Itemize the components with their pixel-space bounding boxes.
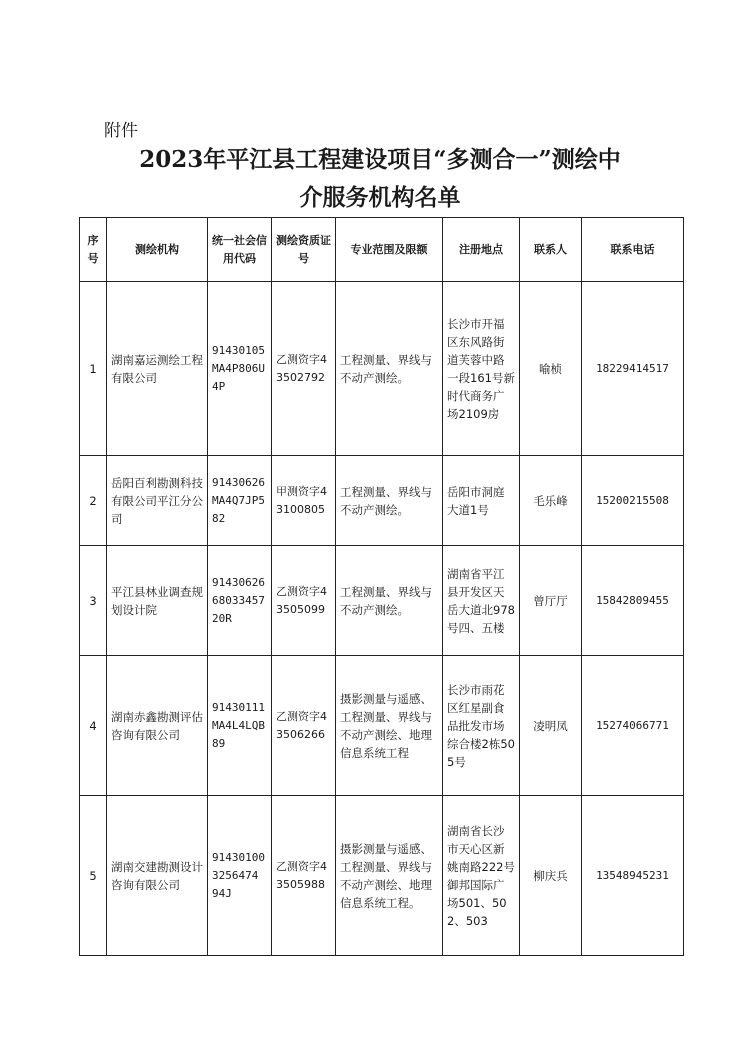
row-index: 3 <box>80 546 107 656</box>
row-index: 5 <box>80 796 107 956</box>
row-contact: 柳庆兵 <box>520 796 582 956</box>
page-title-line1: 2023年平江县工程建设项目“多测合一”测绘中 <box>139 146 621 173</box>
row-credit-code: 91430105MA4P806U4P <box>208 282 272 456</box>
row-agency: 湖南嘉运测绘工程有限公司 <box>107 282 208 456</box>
row-address: 长沙市开福区东风路街道芙蓉中路一段161号新时代商务广场2109房 <box>443 282 520 456</box>
row-contact: 曾厅厅 <box>520 546 582 656</box>
row-credit-code: 91430111MA4L4LQB89 <box>208 656 272 796</box>
row-phone: 15200215508 <box>582 456 684 546</box>
row-index: 1 <box>80 282 107 456</box>
table-row <box>80 546 684 656</box>
row-scope: 摄影测量与遥感、工程测量、界线与不动产测绘、地理信息系统工程。 <box>336 796 443 956</box>
header-index: 序号 <box>80 218 107 282</box>
row-contact: 凌明凤 <box>520 656 582 796</box>
row-contact: 毛乐峰 <box>520 456 582 546</box>
row-phone: 15842809455 <box>582 546 684 656</box>
row-address: 湖南省平江县开发区天岳大道北978号四、五楼 <box>443 546 520 656</box>
row-index: 4 <box>80 656 107 796</box>
row-contact: 喻桢 <box>520 282 582 456</box>
attachment-label: 附件 <box>104 121 138 141</box>
row-credit-code: 914301003256474 94J <box>208 796 272 956</box>
row-phone: 15274066771 <box>582 656 684 796</box>
agency-table <box>79 217 684 956</box>
row-agency: 岳阳百利勘测科技有限公司平江分公司 <box>107 456 208 546</box>
header-address: 注册地点 <box>443 218 520 282</box>
header-agency: 测绘机构 <box>107 218 208 282</box>
row-phone: 13548945231 <box>582 796 684 956</box>
row-qualification: 乙测资字43502792 <box>272 282 336 456</box>
row-qualification: 乙测资字43506266 <box>272 656 336 796</box>
row-agency: 平江县林业调查规划设计院 <box>107 546 208 656</box>
table-row <box>80 796 684 956</box>
table-row <box>80 656 684 796</box>
row-scope: 摄影测量与遥感、工程测量、界线与不动产测绘、地理信息系统工程 <box>336 656 443 796</box>
row-agency: 湖南赤鑫勘测评估咨询有限公司 <box>107 656 208 796</box>
row-phone: 18229414517 <box>582 282 684 456</box>
table-row <box>80 282 684 456</box>
row-agency: 湖南交建勘测设计咨询有限公司 <box>107 796 208 956</box>
row-qualification: 乙测资字43505988 <box>272 796 336 956</box>
row-credit-code: 914306266803345720R <box>208 546 272 656</box>
row-qualification: 甲测资字43100805 <box>272 456 336 546</box>
header-qualification: 测绘资质证号 <box>272 218 336 282</box>
table-row <box>80 456 684 546</box>
row-qualification: 乙测资字43505099 <box>272 546 336 656</box>
header-scope: 专业范围及限额 <box>336 218 443 282</box>
row-scope: 工程测量、界线与不动产测绘。 <box>336 456 443 546</box>
page-title-line2: 介服务机构名单 <box>299 184 461 211</box>
row-credit-code: 91430626MA4Q7JP582 <box>208 456 272 546</box>
header-credit-code: 统一社会信用代码 <box>208 218 272 282</box>
row-scope: 工程测量、界线与不动产测绘。 <box>336 282 443 456</box>
row-address: 湖南省长沙市天心区新姚南路222号御邦国际广场501、502、503 <box>443 796 520 956</box>
row-address: 岳阳市洞庭大道1号 <box>443 456 520 546</box>
row-scope: 工程测量、界线与不动产测绘。 <box>336 546 443 656</box>
header-phone: 联系电话 <box>582 218 684 282</box>
table-header-row <box>80 218 684 282</box>
header-contact: 联系人 <box>520 218 582 282</box>
row-address: 长沙市雨花区红星副食品批发市场综合楼2栋505号 <box>443 656 520 796</box>
row-index: 2 <box>80 456 107 546</box>
